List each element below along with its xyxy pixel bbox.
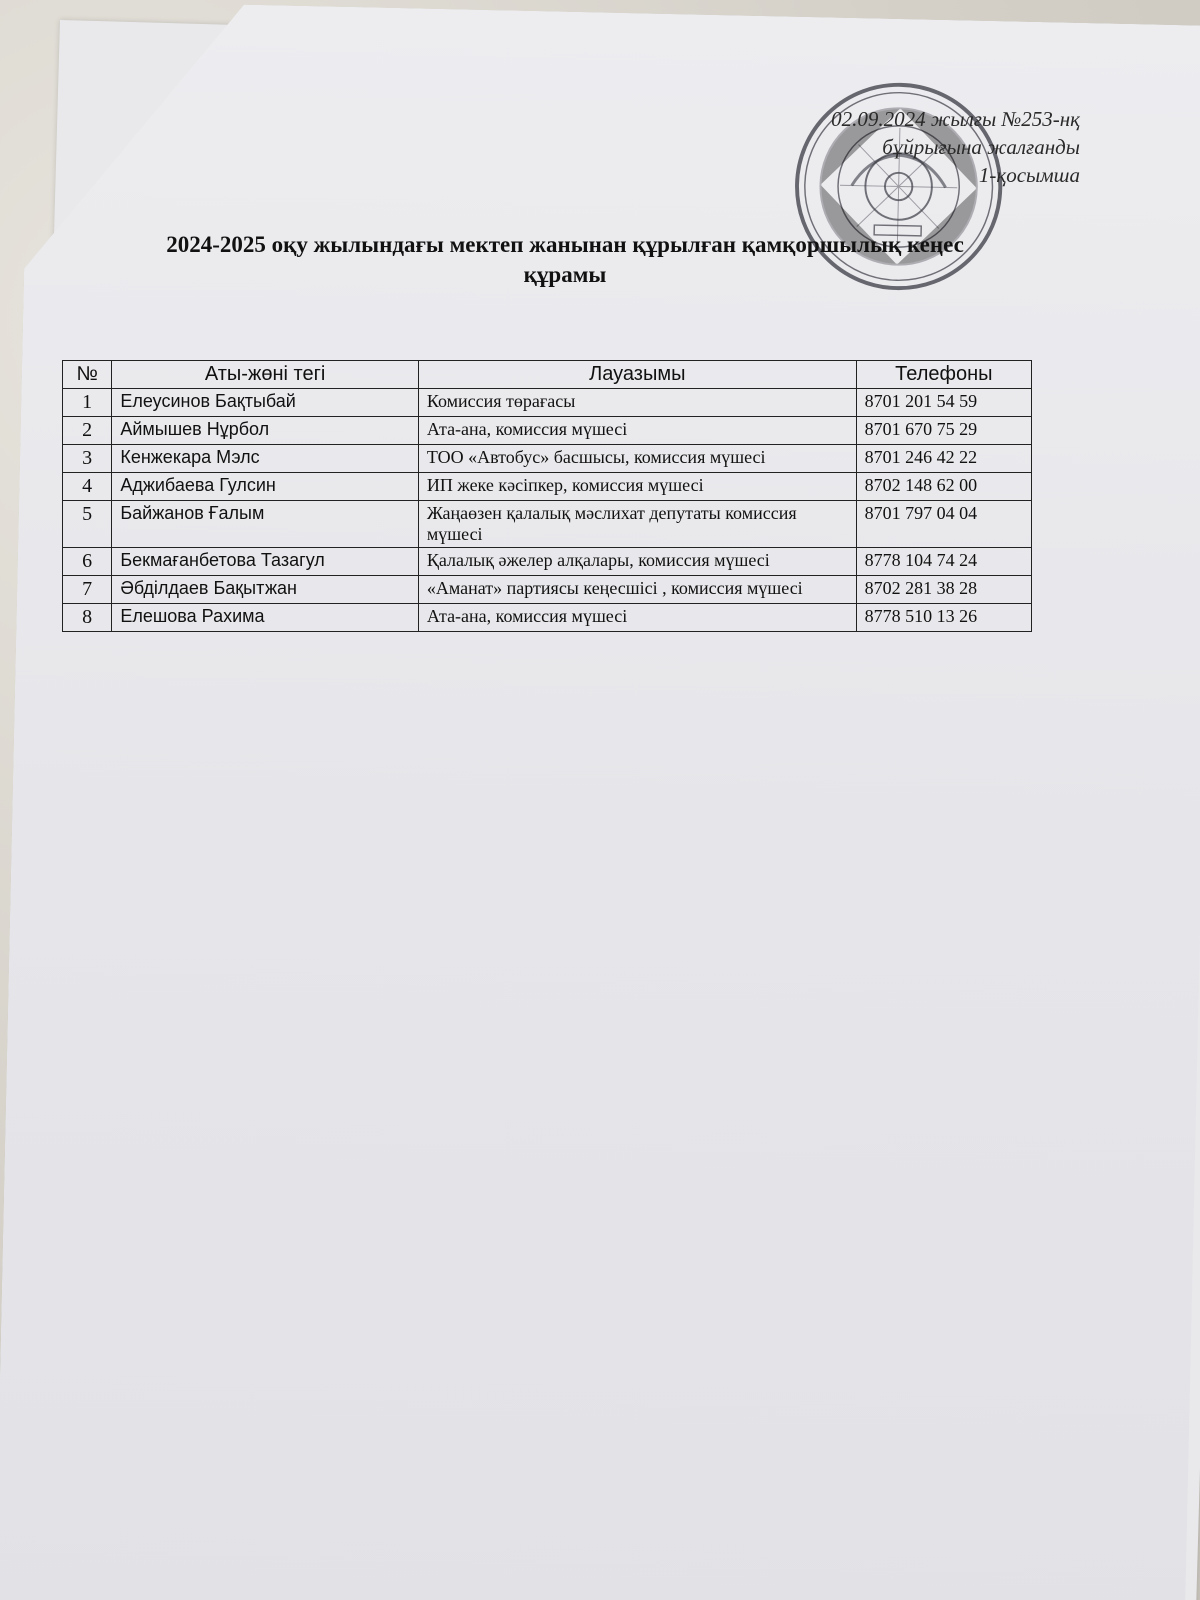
cell-num: 4	[63, 473, 112, 501]
cell-phone: 8701 246 42 22	[856, 445, 1031, 473]
cell-name: Елешова Рахима	[112, 604, 419, 632]
header-num: №	[63, 361, 112, 389]
approval-note	[831, 105, 1080, 189]
cell-name: Байжанов Ғалым	[112, 501, 419, 548]
table-row	[63, 604, 1032, 632]
table-row	[63, 473, 1032, 501]
header-name: Аты-жөні тегі	[112, 361, 419, 389]
cell-name: Бекмағанбетова Тазагул	[112, 548, 419, 576]
cell-position: Қалалық әжелер алқалары, комиссия мүшесі	[418, 548, 856, 576]
table-row	[63, 548, 1032, 576]
cell-name: Аджибаева Гулсин	[112, 473, 419, 501]
cell-num: 8	[63, 604, 112, 632]
cell-num: 3	[63, 445, 112, 473]
cell-name: Елеусинов Бақтыбай	[112, 389, 419, 417]
cell-num: 2	[63, 417, 112, 445]
cell-phone: 8778 104 74 24	[856, 548, 1031, 576]
table-row	[63, 389, 1032, 417]
cell-position: ИП жеке кәсіпкер, комиссия мүшесі	[418, 473, 856, 501]
document-title	[105, 230, 1025, 290]
cell-position: Ата-ана, комиссия мүшесі	[418, 604, 856, 632]
cell-num: 7	[63, 576, 112, 604]
title-line-1: 2024-2025 оқу жылындағы мектеп жанынан құрылған қамқоршылық кеңес	[166, 232, 964, 257]
cell-position: «Аманат» партиясы кеңесшісі , комиссия мүшесі	[418, 576, 856, 604]
cell-phone: 8701 797 04 04	[856, 501, 1031, 548]
header-position: Лауазымы	[418, 361, 856, 389]
header-phone: Телефоны	[856, 361, 1031, 389]
table-row	[63, 417, 1032, 445]
cell-phone: 8701 201 54 59	[856, 389, 1031, 417]
cell-phone: 8701 670 75 29	[856, 417, 1031, 445]
approval-order-line: бұйрығына жалғанды	[882, 135, 1080, 159]
cell-position: Ата-ана, комиссия мүшесі	[418, 417, 856, 445]
cell-phone: 8702 281 38 28	[856, 576, 1031, 604]
members-table	[62, 360, 1032, 632]
table-header-row	[63, 361, 1032, 389]
cell-num: 5	[63, 501, 112, 548]
table-row	[63, 445, 1032, 473]
table-row	[63, 576, 1032, 604]
cell-name: Әбділдаев Бақытжан	[112, 576, 419, 604]
cell-position: Комиссия төрағасы	[418, 389, 856, 417]
title-line-2: құрамы	[523, 262, 607, 287]
approval-appendix-line: 1-қосымша	[978, 163, 1080, 187]
cell-num: 6	[63, 548, 112, 576]
approval-date-line: 02.09.2024 жылғы №253-нқ	[831, 107, 1080, 131]
cell-position: ТОО «Автобус» басшысы, комиссия мүшесі	[418, 445, 856, 473]
cell-phone: 8702 148 62 00	[856, 473, 1031, 501]
cell-name: Кенжекара Мэлс	[112, 445, 419, 473]
table-row	[63, 501, 1032, 548]
cell-phone: 8778 510 13 26	[856, 604, 1031, 632]
cell-position: Жаңаөзен қалалық мәслихат депутаты комиссия мүшесі	[418, 501, 856, 548]
cell-name: Аймышев Нұрбол	[112, 417, 419, 445]
cell-num: 1	[63, 389, 112, 417]
table-body	[63, 389, 1032, 632]
